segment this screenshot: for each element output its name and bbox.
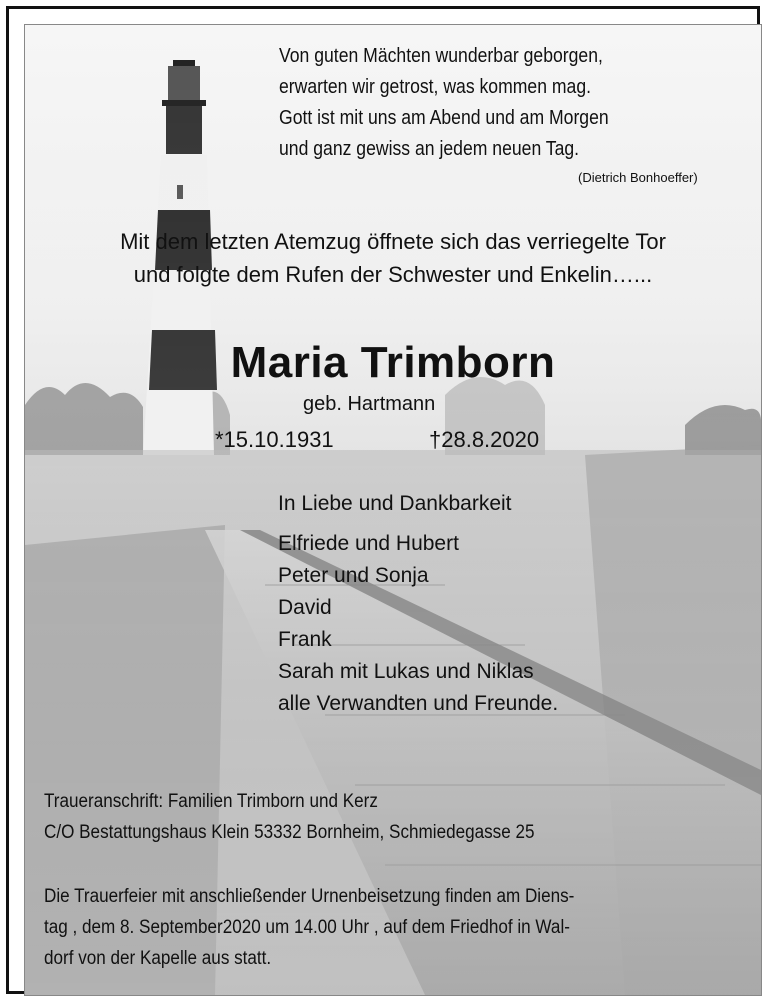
mourner-name: David xyxy=(278,596,332,619)
maiden-name: geb. Hartmann xyxy=(303,393,436,415)
mourner-name: Peter und Sonja xyxy=(278,564,429,587)
poem-line: erwarten wir getrost, was kommen mag. xyxy=(279,76,592,98)
ceremony-line: dorf von der Kapelle aus statt. xyxy=(44,948,272,969)
obituary-frame xyxy=(6,6,760,994)
ceremony-line: Die Trauerfeier mit anschließender Urnenbeisetzung finden am Diens- xyxy=(44,886,575,907)
poem xyxy=(279,41,654,165)
mourner-name: Frank xyxy=(278,628,332,651)
poem-author: (Dietrich Bonhoeffer) xyxy=(578,170,698,185)
deceased-name: Maria Trimborn xyxy=(230,338,556,387)
mourner-name: alle Verwandten und Freunde. xyxy=(278,692,559,715)
birth-date: *15.10.1931 xyxy=(215,427,334,452)
mourners-intro: In Liebe und Dankbarkeit xyxy=(278,492,512,515)
mourner-name: Sarah mit Lukas und Niklas xyxy=(278,660,534,683)
poem-line: und ganz gewiss an jedem neuen Tag. xyxy=(279,138,580,160)
verse-line: und folgte dem Rufen der Schwester und Enkelin…... xyxy=(133,262,653,287)
obituary-panel xyxy=(24,24,762,996)
verse-line: Mit dem letzten Atemzug öffnete sich das verriegelte Tor xyxy=(120,229,666,254)
death-date: †28.8.2020 xyxy=(429,427,540,452)
ceremony-line: tag , dem 8. September2020 um 14.00 Uhr , auf dem Friedhof in Wal- xyxy=(44,917,570,938)
mourning-address-line: C/O Bestattungshaus Klein 53332 Bornheim, Schmiedegasse 25 xyxy=(44,822,535,843)
poem-line: Von guten Mächten wunderbar geborgen, xyxy=(279,45,603,67)
poem-line: Gott ist mit uns am Abend und am Morgen xyxy=(279,107,609,129)
mourning-address-line: Traueranschrift: Familien Trimborn und Kerz xyxy=(44,791,378,812)
mourner-name: Elfriede und Hubert xyxy=(278,532,459,555)
